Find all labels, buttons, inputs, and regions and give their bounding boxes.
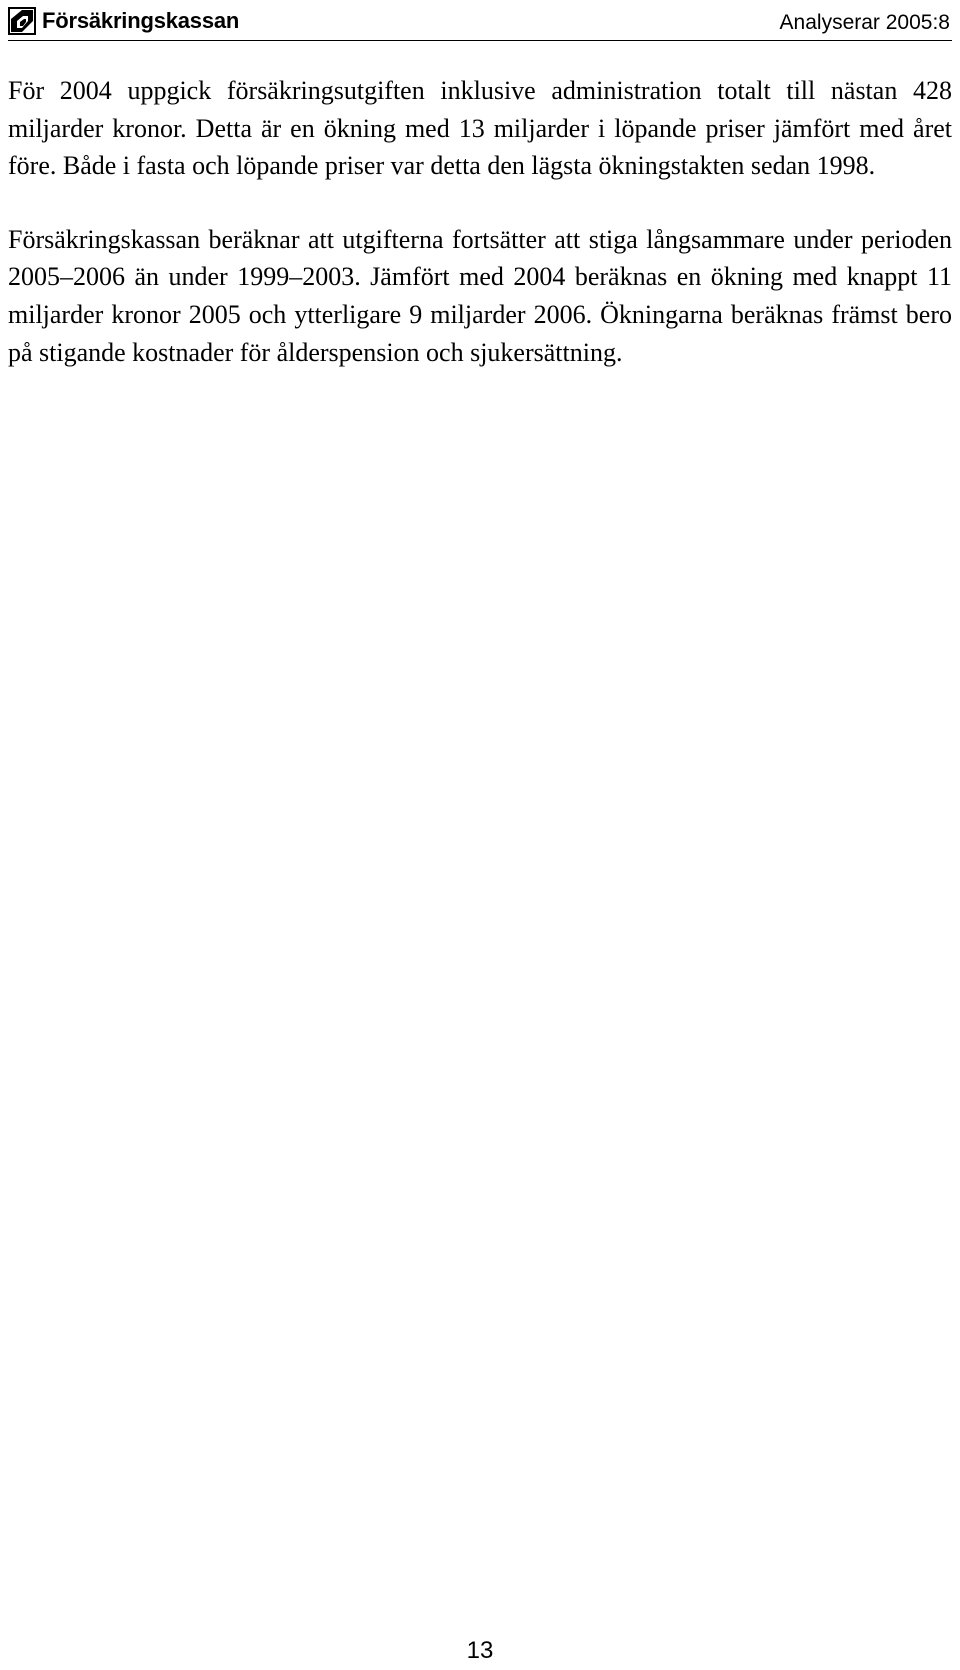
page-header bbox=[8, 2, 952, 40]
document-reference: Analyserar 2005:8 bbox=[779, 11, 950, 34]
forsakringskassan-logo-icon bbox=[8, 7, 36, 35]
page-number: 13 bbox=[466, 1637, 494, 1664]
header-divider bbox=[8, 40, 952, 41]
paragraph: Försäkringskassan beräknar att utgifterna fortsätter att stiga långsammare under perioden 2005–2006 än under 1999–2003. Jämfört med 2004 beräknas en ökning med knappt 11 miljarder kronor 2005 och ytterligare 9 miljarder 2006. Ökningarna beräknas främst bero på stigande kostnader för ålderspension och sjukersättning. bbox=[8, 224, 952, 367]
document-body bbox=[8, 72, 952, 407]
logo-text: Försäkringskassan bbox=[42, 8, 240, 33]
paragraph: För 2004 uppgick försäkringsutgiften inklusive administration totalt till nästan 428 miljarder kronor. Detta är en ökning med 13 miljarder i löpande priser jämfört med året före. Både i fasta och löpande priser var detta den lägsta ökningstakten sedan 1998. bbox=[8, 76, 952, 181]
logo bbox=[8, 5, 239, 37]
